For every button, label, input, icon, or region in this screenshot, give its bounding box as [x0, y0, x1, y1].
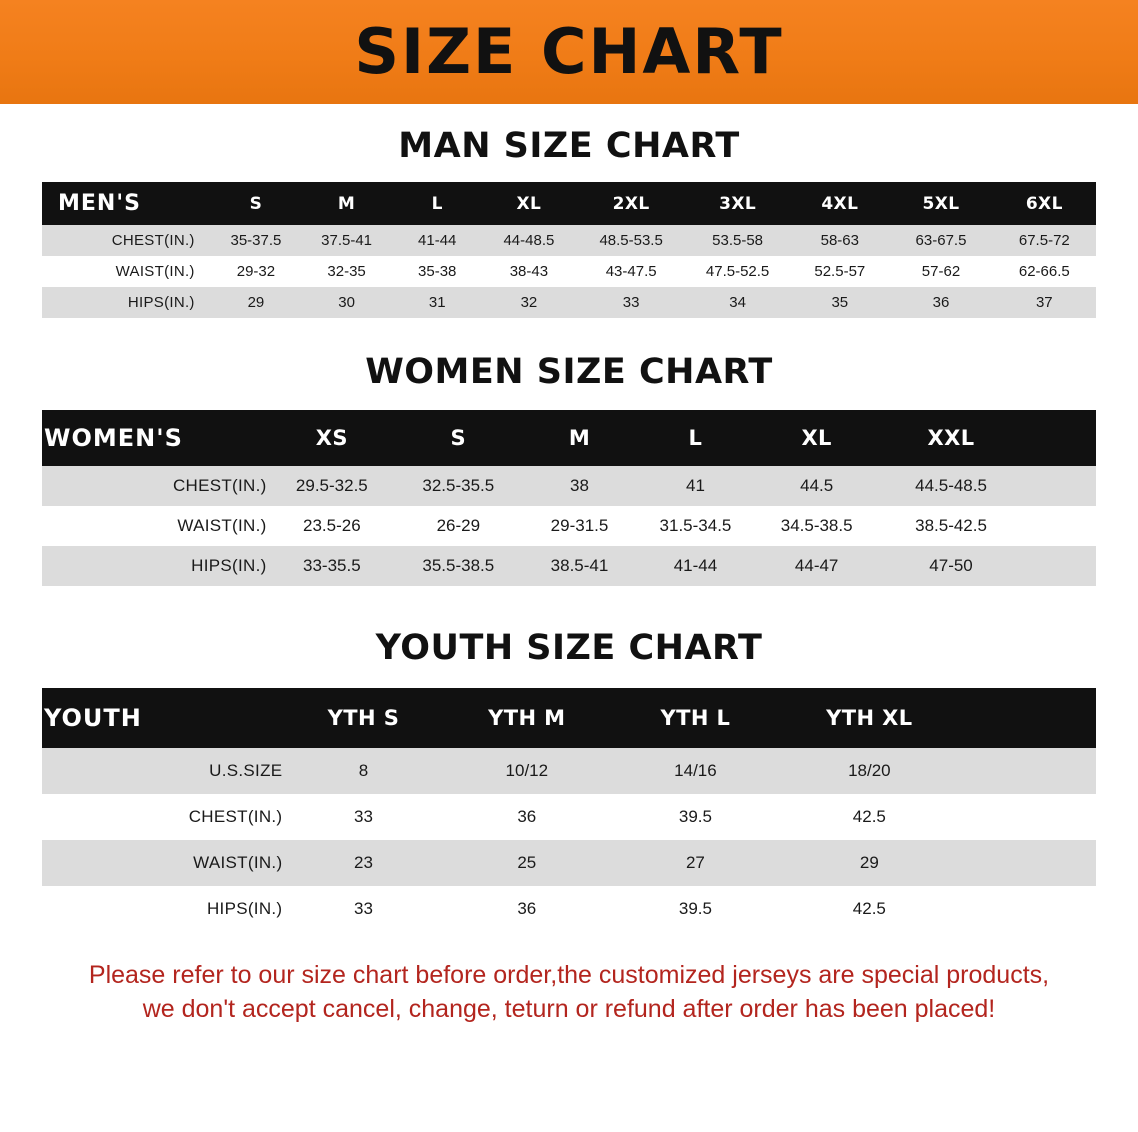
- note-line-2: we don't accept cancel, change, teturn or refund after order has been placed!: [142, 995, 996, 1023]
- table-cell: 29.5-32.5: [269, 466, 395, 506]
- table-cell: 31: [394, 287, 480, 318]
- table-cell: 52.5-57: [790, 256, 889, 287]
- youth-header-spacer: [959, 688, 1096, 748]
- table-cell: 38.5-42.5: [880, 506, 1022, 546]
- table-cell: 34: [685, 287, 790, 318]
- women-row-label-waist: WAIST(IN.): [42, 506, 269, 546]
- women-header-xxl: XXL: [880, 410, 1022, 466]
- table-row: [42, 886, 1096, 932]
- table-header-row: [42, 182, 1096, 225]
- table-cell: 42.5: [780, 794, 959, 840]
- table-cell: 35-37.5: [213, 225, 299, 256]
- men-header-6xl: 6XL: [993, 182, 1096, 225]
- table-cell: 38: [522, 466, 638, 506]
- table-cell: 34.5-38.5: [753, 506, 879, 546]
- table-cell: [959, 748, 1096, 794]
- table-cell: 23.5-26: [269, 506, 395, 546]
- table-row: [42, 256, 1096, 287]
- table-cell: 57-62: [889, 256, 992, 287]
- table-cell: 31.5-34.5: [637, 506, 753, 546]
- table-cell: 39.5: [611, 794, 780, 840]
- men-header-4xl: 4XL: [790, 182, 889, 225]
- table-cell: 48.5-53.5: [577, 225, 685, 256]
- note-line-1: Please refer to our size chart before order,the customized jerseys are special products,: [88, 961, 1050, 989]
- table-cell: 33: [284, 794, 442, 840]
- men-header-m: M: [299, 182, 394, 225]
- table-cell: 41-44: [394, 225, 480, 256]
- table-cell: 26-29: [395, 506, 521, 546]
- table-cell: 37.5-41: [299, 225, 394, 256]
- women-section-heading: WOMEN SIZE CHART: [365, 352, 773, 392]
- table-cell: 44.5-48.5: [880, 466, 1022, 506]
- table-cell: 39.5: [611, 886, 780, 932]
- table-row: [42, 225, 1096, 256]
- table-cell: 29-31.5: [522, 506, 638, 546]
- youth-row-label-us-size: U.S.SIZE: [42, 748, 284, 794]
- table-cell: 36: [889, 287, 992, 318]
- table-cell: 47-50: [880, 546, 1022, 586]
- table-cell: 30: [299, 287, 394, 318]
- man-section-heading: MAN SIZE CHART: [398, 126, 740, 166]
- women-header-s: S: [395, 410, 521, 466]
- men-header-5xl: 5XL: [889, 182, 992, 225]
- table-cell: 36: [443, 886, 612, 932]
- youth-header-xl: YTH XL: [780, 688, 959, 748]
- table-cell: 32.5-35.5: [395, 466, 521, 506]
- table-cell: 14/16: [611, 748, 780, 794]
- table-cell: 43-47.5: [577, 256, 685, 287]
- table-cell: [959, 794, 1096, 840]
- men-header-l: L: [394, 182, 480, 225]
- table-cell: 53.5-58: [685, 225, 790, 256]
- table-cell: 42.5: [780, 886, 959, 932]
- table-cell: [959, 886, 1096, 932]
- table-cell: 62-66.5: [993, 256, 1096, 287]
- youth-size-table: [42, 688, 1096, 932]
- men-header-2xl: 2XL: [577, 182, 685, 225]
- table-cell: 23: [284, 840, 442, 886]
- table-cell: 67.5-72: [993, 225, 1096, 256]
- table-cell: 10/12: [443, 748, 612, 794]
- men-row-label-waist: WAIST(IN.): [42, 256, 213, 287]
- youth-row-label-chest: CHEST(IN.): [42, 794, 284, 840]
- table-cell: 32: [480, 287, 577, 318]
- table-cell: 32-35: [299, 256, 394, 287]
- table-cell: 63-67.5: [889, 225, 992, 256]
- women-header-l: L: [637, 410, 753, 466]
- return-policy-note: [40, 958, 1098, 1026]
- man-size-table-wrapper: [42, 182, 1096, 318]
- table-cell: [1022, 466, 1096, 506]
- table-cell: [1022, 546, 1096, 586]
- table-cell: 29: [780, 840, 959, 886]
- table-cell: 18/20: [780, 748, 959, 794]
- men-header-3xl: 3XL: [685, 182, 790, 225]
- men-header-label: MEN'S: [42, 182, 213, 225]
- man-size-table: [42, 182, 1096, 318]
- men-row-label-hips: HIPS(IN.): [42, 287, 213, 318]
- youth-row-label-hips: HIPS(IN.): [42, 886, 284, 932]
- table-cell: 27: [611, 840, 780, 886]
- table-cell: 35: [790, 287, 889, 318]
- table-cell: 33: [284, 886, 442, 932]
- table-cell: [1022, 506, 1096, 546]
- women-header-label: WOMEN'S: [42, 410, 269, 466]
- table-cell: 29: [213, 287, 299, 318]
- table-header-row: [42, 688, 1096, 748]
- youth-header-m: YTH M: [443, 688, 612, 748]
- table-header-row: [42, 410, 1096, 466]
- women-row-label-hips: HIPS(IN.): [42, 546, 269, 586]
- table-row: [42, 466, 1096, 506]
- table-row: [42, 840, 1096, 886]
- youth-header-label: YOUTH: [42, 688, 284, 748]
- women-row-label-chest: CHEST(IN.): [42, 466, 269, 506]
- table-cell: 44-48.5: [480, 225, 577, 256]
- women-header-spacer: [1022, 410, 1096, 466]
- youth-header-s: YTH S: [284, 688, 442, 748]
- women-size-table: [42, 410, 1096, 586]
- table-cell: 25: [443, 840, 612, 886]
- men-header-xl: XL: [480, 182, 577, 225]
- table-row: [42, 546, 1096, 586]
- table-cell: 44.5: [753, 466, 879, 506]
- women-size-table-wrapper: [42, 410, 1096, 586]
- table-cell: 41: [637, 466, 753, 506]
- table-cell: 36: [443, 794, 612, 840]
- table-cell: 37: [993, 287, 1096, 318]
- table-row: [42, 794, 1096, 840]
- size-chart-banner: [0, 0, 1138, 104]
- youth-size-table-wrapper: [42, 688, 1096, 932]
- table-cell: 47.5-52.5: [685, 256, 790, 287]
- women-header-m: M: [522, 410, 638, 466]
- table-cell: 33: [577, 287, 685, 318]
- men-header-s: S: [213, 182, 299, 225]
- women-header-xs: XS: [269, 410, 395, 466]
- women-header-xl: XL: [753, 410, 879, 466]
- table-cell: 8: [284, 748, 442, 794]
- table-cell: 44-47: [753, 546, 879, 586]
- table-row: [42, 506, 1096, 546]
- page-title: SIZE CHART: [354, 15, 784, 88]
- table-cell: 35.5-38.5: [395, 546, 521, 586]
- table-cell: 38.5-41: [522, 546, 638, 586]
- youth-section-heading: YOUTH SIZE CHART: [375, 628, 763, 668]
- table-cell: 58-63: [790, 225, 889, 256]
- table-cell: 38-43: [480, 256, 577, 287]
- men-row-label-chest: CHEST(IN.): [42, 225, 213, 256]
- table-row: [42, 287, 1096, 318]
- table-cell: 35-38: [394, 256, 480, 287]
- table-cell: 29-32: [213, 256, 299, 287]
- table-cell: 41-44: [637, 546, 753, 586]
- table-cell: 33-35.5: [269, 546, 395, 586]
- youth-row-label-waist: WAIST(IN.): [42, 840, 284, 886]
- youth-header-l: YTH L: [611, 688, 780, 748]
- table-row: [42, 748, 1096, 794]
- table-cell: [959, 840, 1096, 886]
